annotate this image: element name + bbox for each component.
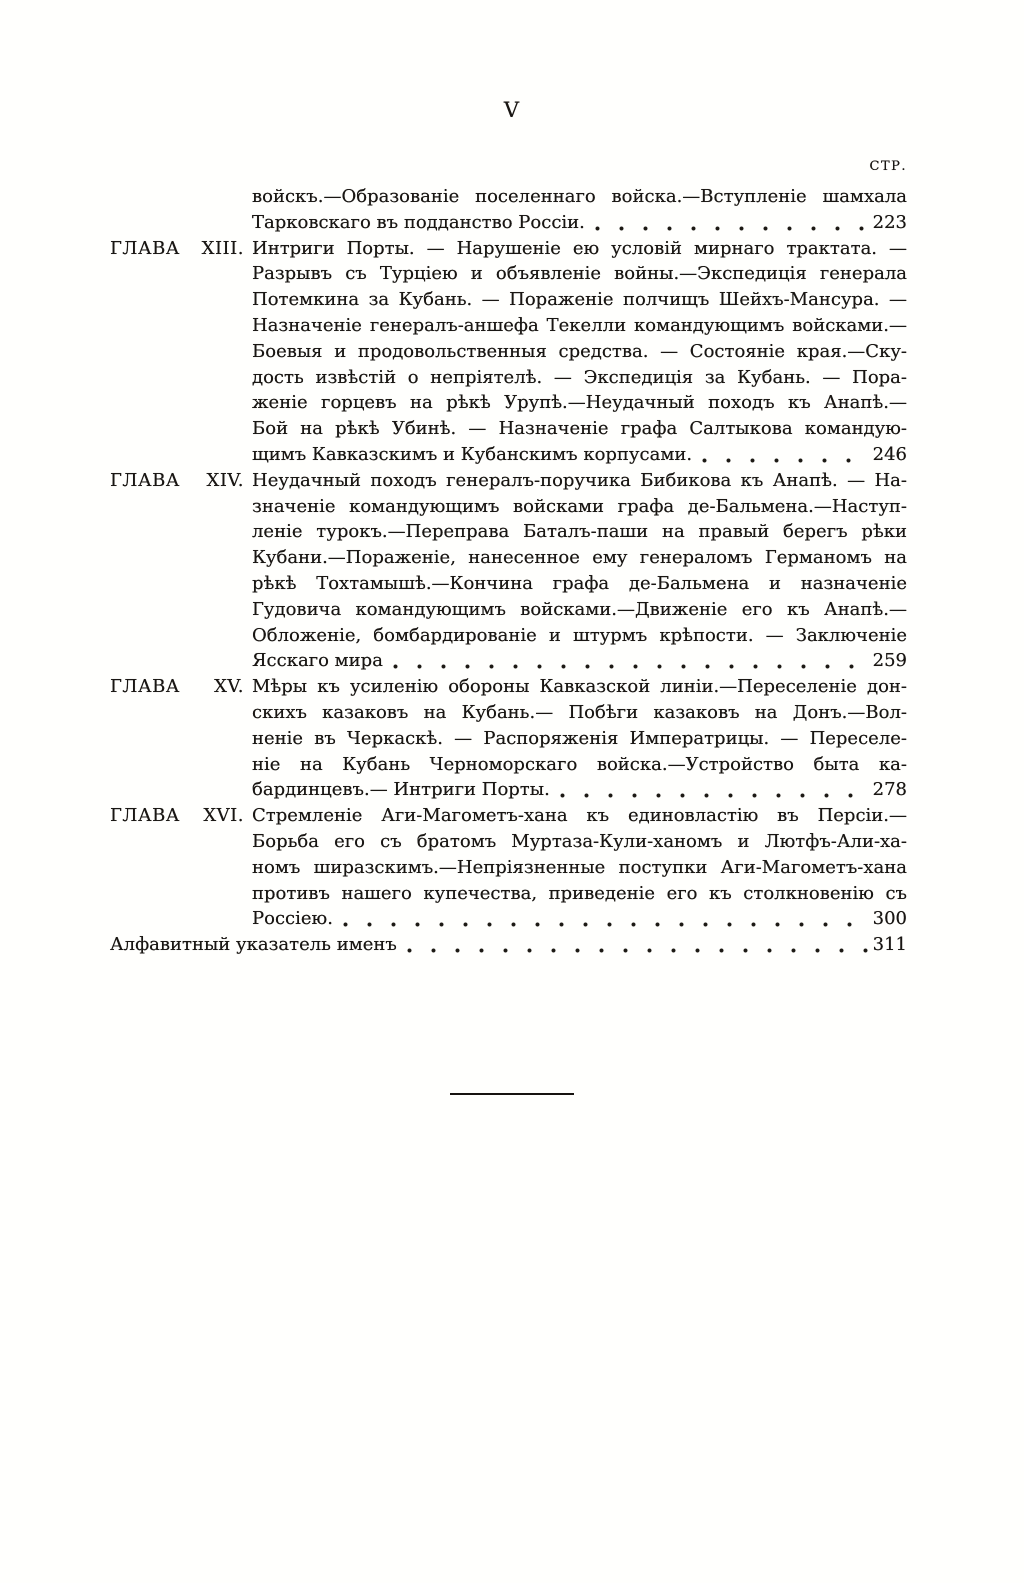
toc-line: скихъ казаковъ на Кубань.— Побѣги казаковъ на Донъ.—Вол- xyxy=(252,701,907,723)
toc-last-line xyxy=(252,442,907,468)
toc-line: противъ нашего купечества, приведеніе его къ столкновенію съ xyxy=(252,882,907,904)
toc-line: леніе турокъ.—Переправа Баталъ-паши на правый берегъ рѣки xyxy=(252,521,907,543)
toc-line: женіе горцевъ на рѣкѣ Урупѣ.—Неудачный походъ къ Анапѣ.— xyxy=(252,392,907,414)
dot-leader xyxy=(393,664,869,669)
dot-leader xyxy=(702,458,869,463)
toc-line: значеніе командующимъ войсками графа де-Бальмена.—Наступ- xyxy=(252,495,907,517)
toc-entry-index xyxy=(110,932,907,958)
dot-leader xyxy=(343,922,869,927)
toc-last-line xyxy=(252,210,907,236)
page-ref: 311 xyxy=(872,934,907,956)
chapter-number: XVI. xyxy=(203,805,244,827)
toc-line: Тарковскаго въ подданство Россіи. xyxy=(252,211,585,233)
toc-last-line xyxy=(252,777,907,803)
chapter-word: ГЛАВА xyxy=(110,237,180,259)
toc-line: Неудачный походъ генералъ-поручика Бибикова къ Анапѣ. — На- xyxy=(252,469,907,491)
toc-line: ніе на Кубань Черноморскаго войска.—Устройство быта ка- xyxy=(252,753,907,775)
chapter-label xyxy=(110,236,252,262)
toc-line: Обложеніе, бомбардированіе и штурмъ крѣпости. — Заключеніе xyxy=(252,624,907,646)
toc-line: войскъ.—Образованіе поселеннаго войска.—Вступленіе шамхала xyxy=(252,186,907,207)
chapter-word: ГЛАВА xyxy=(110,469,180,491)
page-ref: 300 xyxy=(872,908,907,930)
toc-line: рѣкѣ Тохтамышѣ.—Кончина графа де-Бальмена и назначеніе xyxy=(252,572,907,594)
toc-line: щимъ Кавказскимъ и Кубанскимъ корпусами. xyxy=(252,443,693,465)
toc-entry-chapter-13 xyxy=(110,236,907,468)
toc-line: Потемкина за Кубань. — Пораженіе полчищъ Шейхъ-Мансура. — xyxy=(252,289,907,311)
chapter-word: ГЛАВА xyxy=(110,676,180,698)
toc-line: Алфавитный указатель именъ xyxy=(110,934,397,956)
dot-leader xyxy=(407,948,869,953)
toc-line: бардинцевъ.— Интриги Порты. xyxy=(252,779,550,801)
toc-line: Боевыя и продовольственныя средства. — Состояніе края.—Ску- xyxy=(252,340,907,362)
chapter-number: XIII. xyxy=(201,237,244,259)
toc-line: Интриги Порты. — Нарушеніе ею условій мирнаго трактата. — xyxy=(252,237,907,259)
toc-line: Гудовича командующимъ войсками.—Движеніе его къ Анапѣ.— xyxy=(252,598,907,620)
toc-last-line xyxy=(252,906,907,932)
chapter-label xyxy=(110,803,252,829)
toc-entry-chapter-14 xyxy=(110,468,907,674)
toc-line: дость извѣстій о непріятелѣ. — Экспедиція за Кубань. — Пора- xyxy=(252,366,907,388)
toc-line: Кубани.—Пораженіе, нанесенное ему генераломъ Германомъ на xyxy=(252,547,907,569)
dot-leader xyxy=(560,793,869,798)
end-of-contents-rule xyxy=(450,1093,574,1095)
page-column-header: СТР. xyxy=(869,159,907,174)
toc-entry-chapter-15 xyxy=(110,674,907,803)
toc-entry-continuation xyxy=(110,184,907,236)
table-of-contents xyxy=(110,184,907,958)
toc-line: Назначеніе генералъ-аншефа Текелли командующимъ войсками.— xyxy=(252,314,907,336)
chapter-number: XV. xyxy=(214,676,244,698)
toc-line: Разрывъ съ Турціею и объявленіе войны.—Экспедиція генерала xyxy=(252,263,907,285)
dot-leader xyxy=(595,226,869,231)
page-ref: 223 xyxy=(872,211,907,233)
chapter-label xyxy=(110,468,252,494)
page-ref: 278 xyxy=(872,779,907,801)
chapter-word: ГЛАВА xyxy=(110,805,180,827)
toc-line: Стремленіе Аги-Магометъ-хана къ единовластію въ Персіи.— xyxy=(252,805,907,827)
page-number: V xyxy=(503,98,521,122)
page-ref: 246 xyxy=(872,443,907,465)
chapter-number: XIV. xyxy=(206,469,244,491)
toc-line: Борьба его съ братомъ Муртаза-Кули-ханомъ и Лютфъ-Али-ха- xyxy=(252,830,907,852)
chapter-label xyxy=(110,674,252,700)
toc-entry-chapter-16 xyxy=(110,803,907,932)
toc-line: неніе въ Черкаскѣ. — Распоряженія Императрицы. — Переселе- xyxy=(252,727,907,749)
toc-line: Ясскаго мира xyxy=(252,650,383,672)
page-ref: 259 xyxy=(872,650,907,672)
toc-line: Россіею. xyxy=(252,908,333,930)
toc-line: номъ ширазскимъ.—Непріязненные поступки Аги-Магометъ-хана xyxy=(252,856,907,878)
toc-last-line xyxy=(252,648,907,674)
toc-line: Бой на рѣкѣ Убинѣ. — Назначеніе графа Салтыкова командую- xyxy=(252,418,907,440)
toc-line: Мѣры къ усиленію обороны Кавказской линіи.—Переселеніе дон- xyxy=(252,676,907,698)
